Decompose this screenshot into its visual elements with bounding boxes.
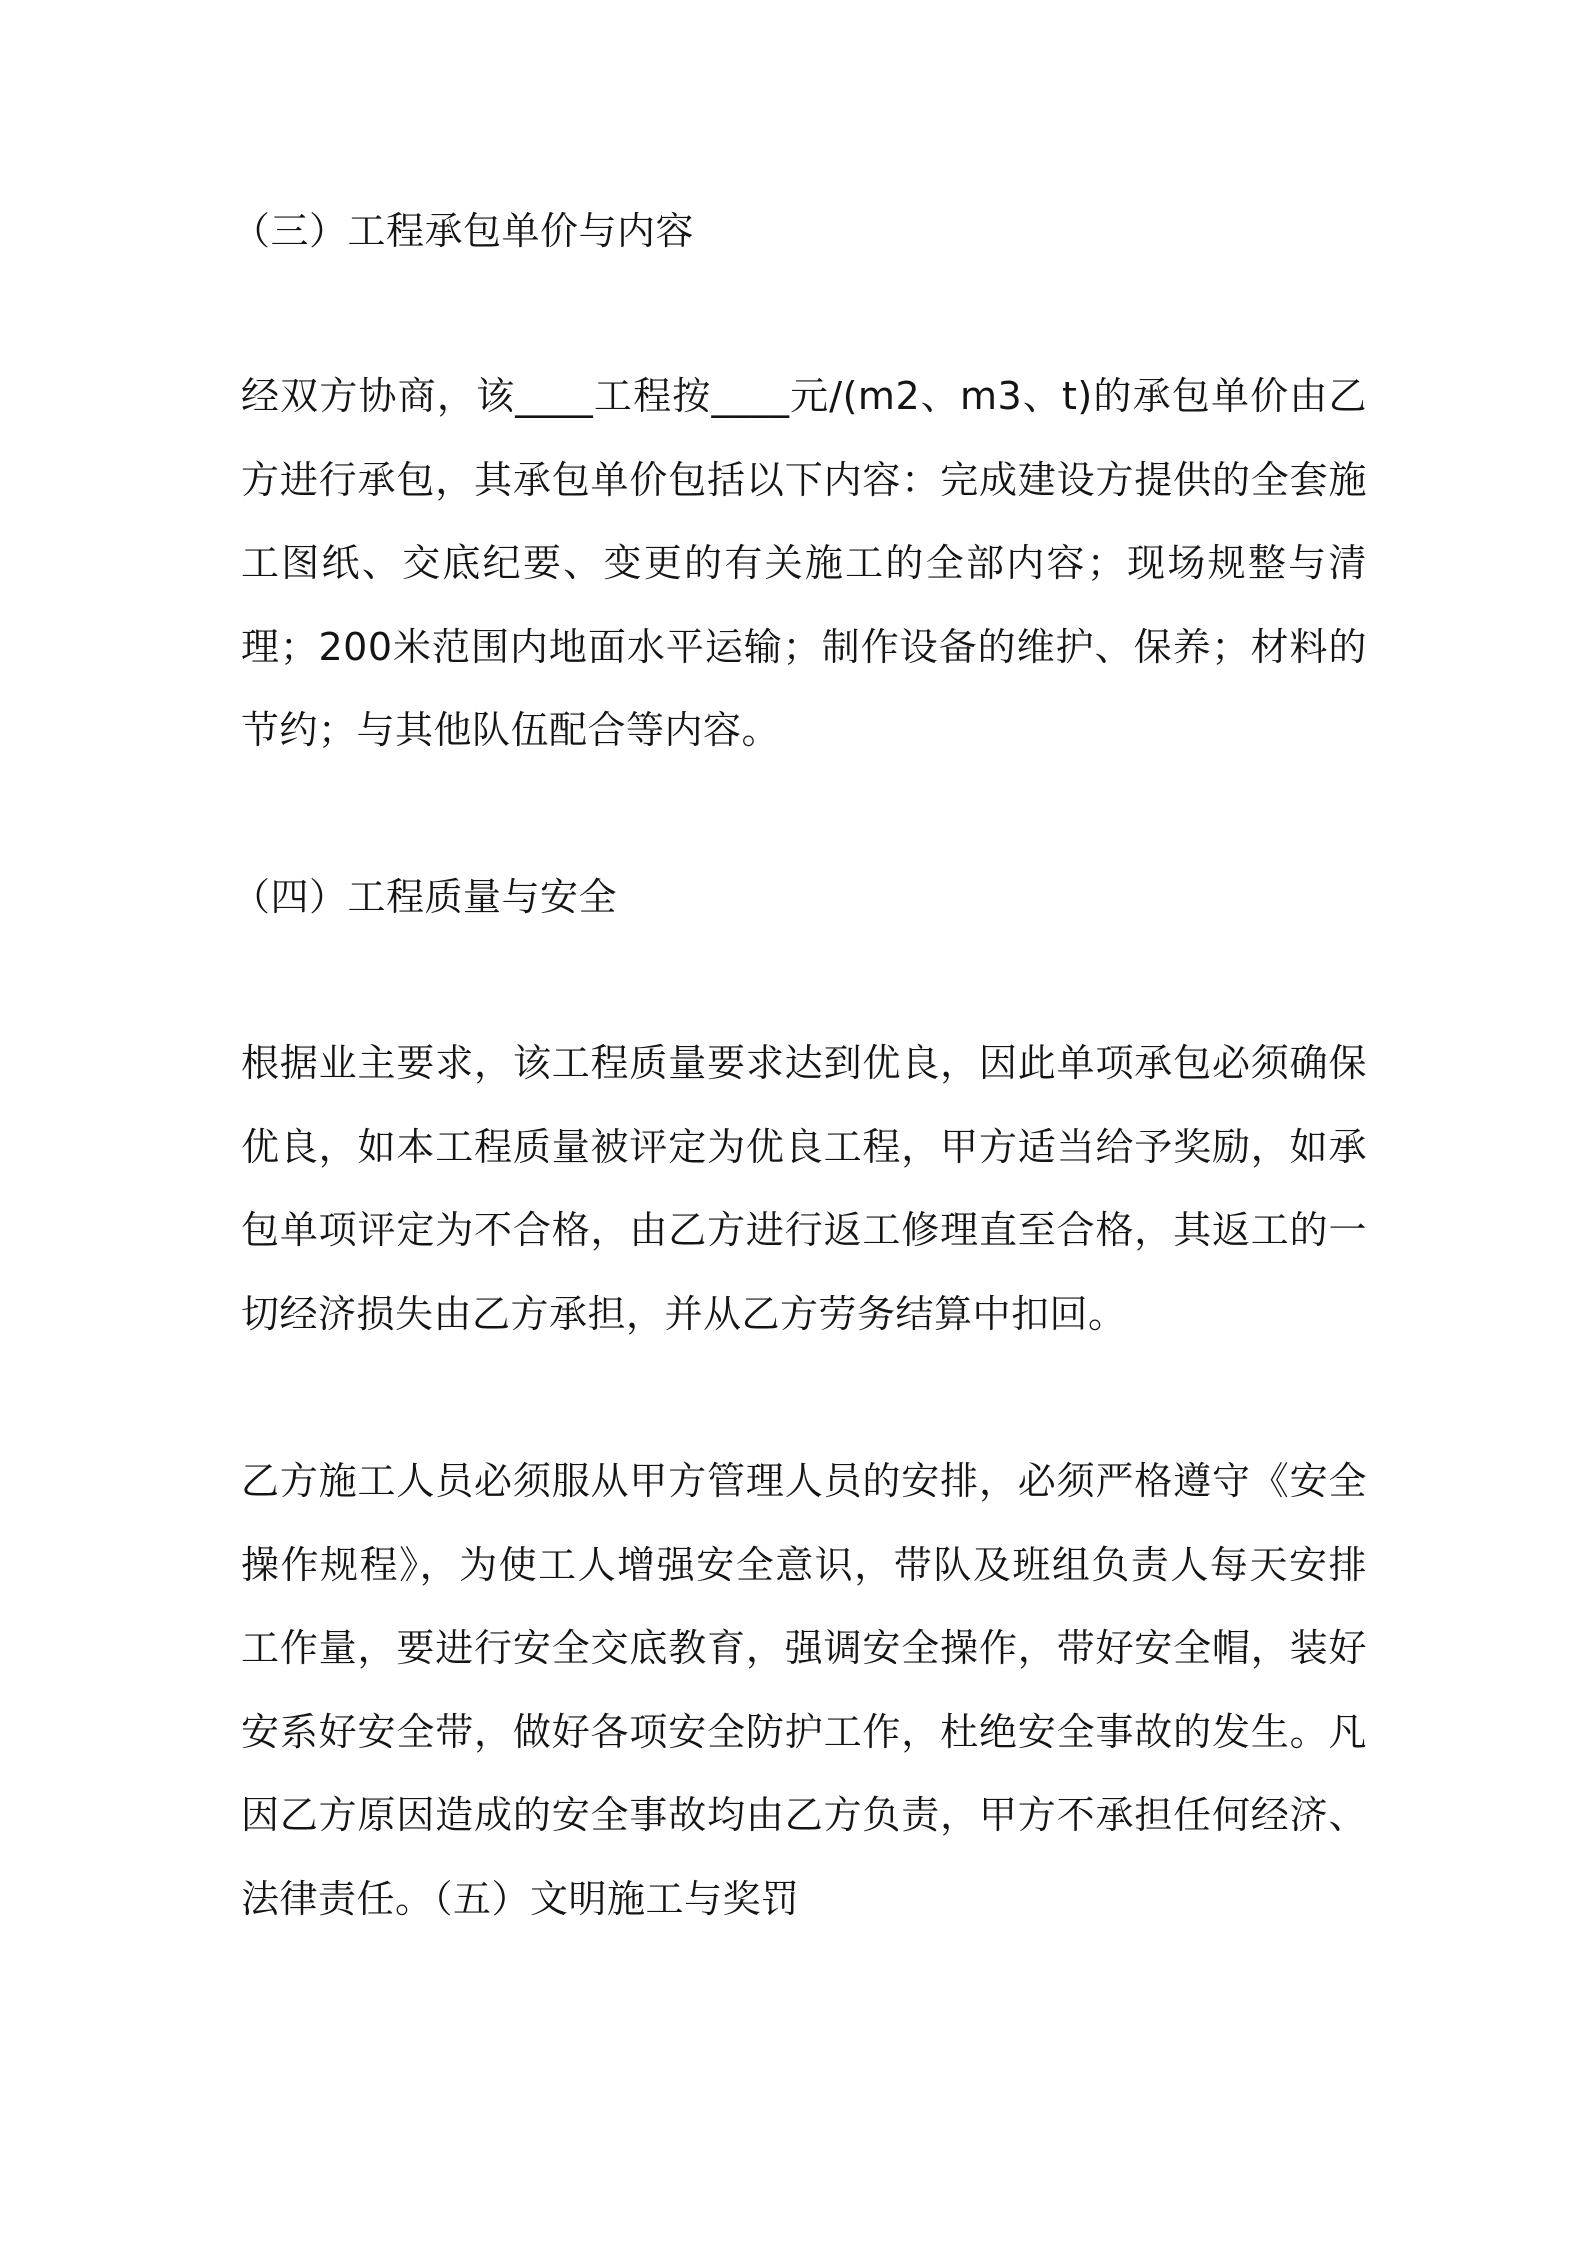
section-3-paragraph: 经双方协商，该____工程按____元/(m2、m3、t)的承包单价由乙方进行承包，其承包单价包括以下内容：完成建设方提供的全套施工图纸、交底纪要、变更的有关施工的全部内容；现场规整与清理；200米范围内地面水平运输；制作设备的维护、保养；材料的节约；与其他队伍配合等内容。: [241, 374, 1367, 752]
section-4-paragraph-2: 乙方施工人员必须服从甲方管理人员的安排，必须严格遵守《安全操作规程》，为使工人增强安全意识，带队及班组负责人每天安排工作量，要进行安全交底教育，强调安全操作，带好安全帽，装好安系好安全带，做好各项安全防护工作，杜绝安全事故的发生。凡因乙方原因造成的安全事故均由乙方负责，甲方不承担任何经济、法律责任。（五）文明施工与奖罚: [241, 1459, 1367, 1921]
section-4-paragraph-1: 根据业主要求，该工程质量要求达到优良，因此单项承包必须确保优良，如本工程质量被评定为优良工程，甲方适当给予奖励，如承包单项评定为不合格，由乙方进行返工修理直至合格，其返工的一切经济损失由乙方承担，并从乙方劳务结算中扣回。: [241, 1041, 1367, 1336]
section-4-heading: （四）工程质量与安全: [232, 875, 618, 919]
section-3-heading: （三）工程承包单价与内容: [232, 209, 695, 253]
